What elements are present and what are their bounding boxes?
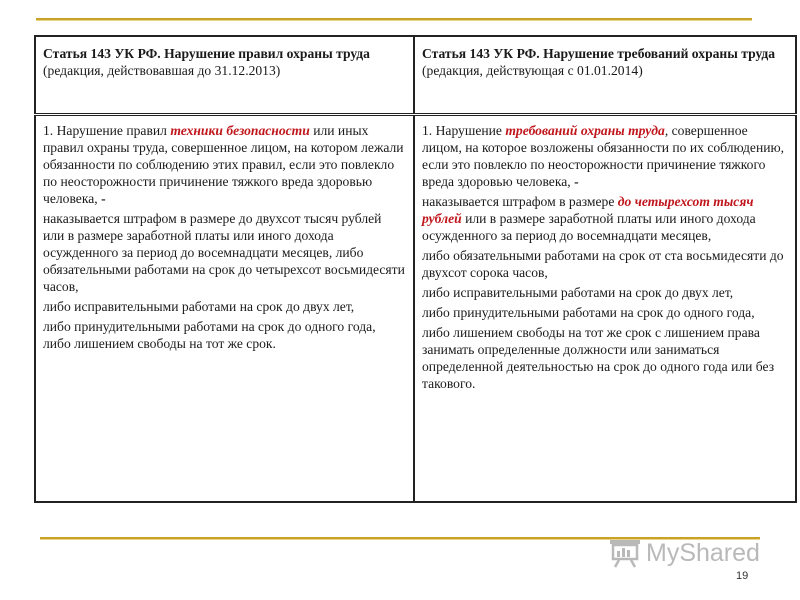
new-edition-text xyxy=(414,115,796,503)
watermark-brand-text: MyShared xyxy=(646,538,760,567)
old-paragraph-2: наказывается штрафом в размере до двухсот тысяч рублей или в размере заработной платы или иного дохода осужденного за период до восемнадцати месяцев, либо обязательными работами на срок до четырехсот восьмидесяти часов, xyxy=(43,211,405,294)
old-paragraph-1: 1. Нарушение правил техники безопасности или иных правил охраны труда, совершенное лицом, на котором лежали обязанности по соблюдению этих правил, если это повлекло по неосторожности причинение тяжкого вреда здоровью человека, - xyxy=(43,123,404,206)
new-paragraph-1: 1. Нарушение требований охраны труда, совершенное лицом, на которое возложены обязанности по их соблюдению, если это повлекло по неосторожности причинение тяжкого вреда здоровью человека, - xyxy=(422,123,785,189)
new-paragraph-4: либо исправительными работами на срок до двух лет, xyxy=(422,285,734,300)
table-body-row xyxy=(35,115,796,503)
new-paragraph-3: либо обязательными работами на срок от ста восьмидесяти до двухсот сорока часов, xyxy=(422,248,784,280)
old-edition-text xyxy=(35,115,414,503)
new-paragraph-6: либо лишением свободы на тот же срок с лишением права занимать определенные должности или заниматься определенной деятельностью на срок до одного года или без такового. xyxy=(422,325,775,391)
header-old-title: Статья 143 УК РФ. Нарушение правил охраны труда xyxy=(43,46,370,61)
new-highlight-requirements: требований охраны труда xyxy=(505,123,665,138)
table-header-row xyxy=(35,36,796,115)
new-paragraph-5: либо принудительными работами на срок до одного года, xyxy=(422,305,755,320)
top-divider-shadow xyxy=(36,20,752,21)
new-paragraph-2: наказывается штрафом в размере до четырехсот тысяч рублей или в размере заработной платы или иного дохода осужденного за период до восемнадцати месяцев, xyxy=(422,194,756,243)
new-highlight-fine: до четырехсот тысяч рублей xyxy=(422,194,754,226)
old-paragraph-4: либо принудительными работами на срок до одного года, либо лишением свободы на тот же срок. xyxy=(43,319,376,351)
header-new-note: (редакция, действующая с 01.01.2014) xyxy=(422,63,643,78)
comparison-table xyxy=(34,35,797,503)
presentation-board-icon xyxy=(608,538,642,568)
header-new-title: Статья 143 УК РФ. Нарушение требований охраны труда xyxy=(422,46,776,61)
header-new-edition xyxy=(414,36,796,115)
header-old-note: (редакция, действовавшая до 31.12.2013) xyxy=(43,63,281,78)
page-number: 19 xyxy=(736,570,749,582)
watermark-logo xyxy=(608,538,760,568)
header-old-edition xyxy=(35,36,414,115)
old-highlight-safety: техники безопасности xyxy=(170,123,310,138)
old-paragraph-3: либо исправительными работами на срок до двух лет, xyxy=(43,299,355,314)
